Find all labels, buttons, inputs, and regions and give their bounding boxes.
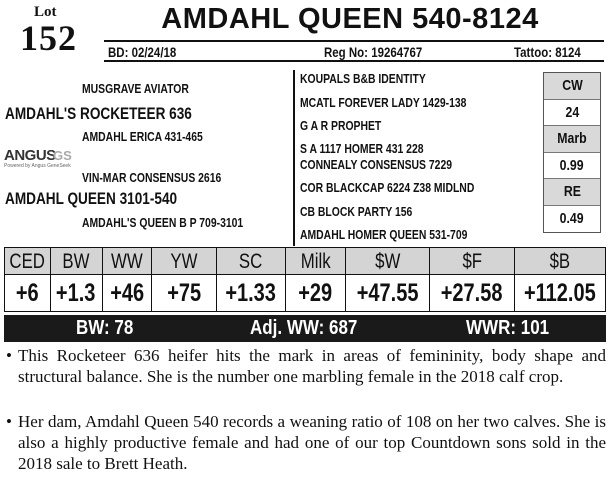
performance-bar (4, 315, 606, 342)
registration-number: Reg No: 19264767 (324, 44, 423, 60)
epd-column-ww (103, 248, 153, 311)
wwr: WWR: 101 (466, 317, 550, 339)
pedigree-extended-item: COR BLACKCAP 6224 Z38 MIDLND (300, 180, 475, 195)
epd-column-yw (152, 248, 217, 311)
pedigree-dam-dam: AMDAHL'S QUEEN B P 709-3101 (82, 215, 244, 230)
marb-label: Marb (544, 126, 600, 153)
actual-bw: BW: 78 (76, 317, 134, 339)
epd-header: $W (346, 248, 429, 275)
epd-value: +1.33 (225, 279, 277, 307)
epd-header: $F (430, 248, 515, 275)
epd-column-w-index (346, 248, 430, 311)
lot-label: Lot (34, 4, 57, 20)
epd-table (4, 247, 606, 312)
pedigree-extended-item: CB BLOCK PARTY 156 (300, 204, 413, 219)
lot-number: 152 (20, 18, 77, 58)
marb-value: 0.99 (544, 153, 600, 180)
carcass-epd-table (543, 72, 601, 233)
animal-name: AMDAHL QUEEN 540-8124 (161, 3, 539, 35)
epd-header: YW (152, 248, 216, 275)
pedigree-divider (293, 70, 295, 246)
epd-value: +47.55 (356, 279, 419, 307)
pedigree-extended-item: S A 1117 HOMER 431 228 (300, 141, 424, 156)
adjusted-ww: Adj. WW: 687 (250, 317, 358, 339)
epd-value: +27.58 (441, 279, 503, 307)
pedigree-extended-item: CONNEALY CONSENSUS 7229 (300, 157, 453, 172)
epd-header: WW (103, 248, 152, 275)
pedigree-sire-dam: AMDAHL ERICA 431-465 (82, 129, 203, 144)
epd-column-sc (217, 248, 286, 311)
re-label: RE (544, 179, 600, 206)
epd-value: +112.05 (524, 279, 597, 307)
note-item: • This Rocketeer 636 heifer hits the mark in areas of femininity, body shape and structural balance. She is the number one marbling female in the 2018 calf crop. (6, 346, 606, 386)
info-bar (104, 40, 604, 62)
pedigree-dam-sire: VIN-MAR CONSENSUS 2616 (82, 170, 222, 185)
tattoo: Tattoo: 8124 (514, 44, 581, 60)
pedigree-extended-item: AMDAHL HOMER QUEEN 531-709 (300, 227, 468, 242)
epd-column-b-index (515, 248, 605, 311)
epd-column-f-index (430, 248, 516, 311)
epd-header: BW (51, 248, 102, 275)
epd-header: CED (5, 248, 50, 275)
epd-column-bw (51, 248, 103, 311)
pedigree-extended-item: KOUPALS B&B IDENTITY (300, 71, 426, 86)
epd-column-milk (286, 248, 347, 311)
epd-header: Milk (286, 248, 346, 275)
re-value: 0.49 (560, 209, 584, 227)
epd-value: +1.3 (56, 279, 96, 307)
cw-value: 24 (544, 100, 600, 127)
epd-header: SC (217, 248, 285, 275)
pedigree-extended-item: MCATL FOREVER LADY 1429-138 (300, 95, 467, 110)
epd-value: +46 (109, 279, 144, 307)
epd-value: +75 (167, 279, 202, 307)
pedigree-sire: AMDAHL'S ROCKETEER 636 (5, 104, 192, 123)
cw-label: CW (544, 73, 600, 100)
epd-column-ced (5, 248, 51, 311)
pedigree-dam: AMDAHL QUEEN 3101-540 (5, 189, 178, 208)
epd-value: +6 (15, 279, 39, 307)
epd-value: +29 (298, 279, 333, 307)
epd-header: $B (515, 248, 605, 275)
pedigree-extended-item: G A R PROPHET (300, 118, 382, 133)
angus-genomics-logo: ANGUS GS Powered by Angus GeneSeek (4, 147, 72, 169)
note-item: • Her dam, Amdahl Queen 540 records a weaning ratio of 108 on her two calves. She is also a highly productive female and had one of our top Countdown sons sold in the 2018 sale to Brett Heath. (6, 412, 606, 473)
lot-box (14, 4, 96, 56)
pedigree-sire-sire: MUSGRAVE AVIATOR (82, 81, 189, 96)
birth-date: BD: 02/24/18 (108, 44, 177, 60)
